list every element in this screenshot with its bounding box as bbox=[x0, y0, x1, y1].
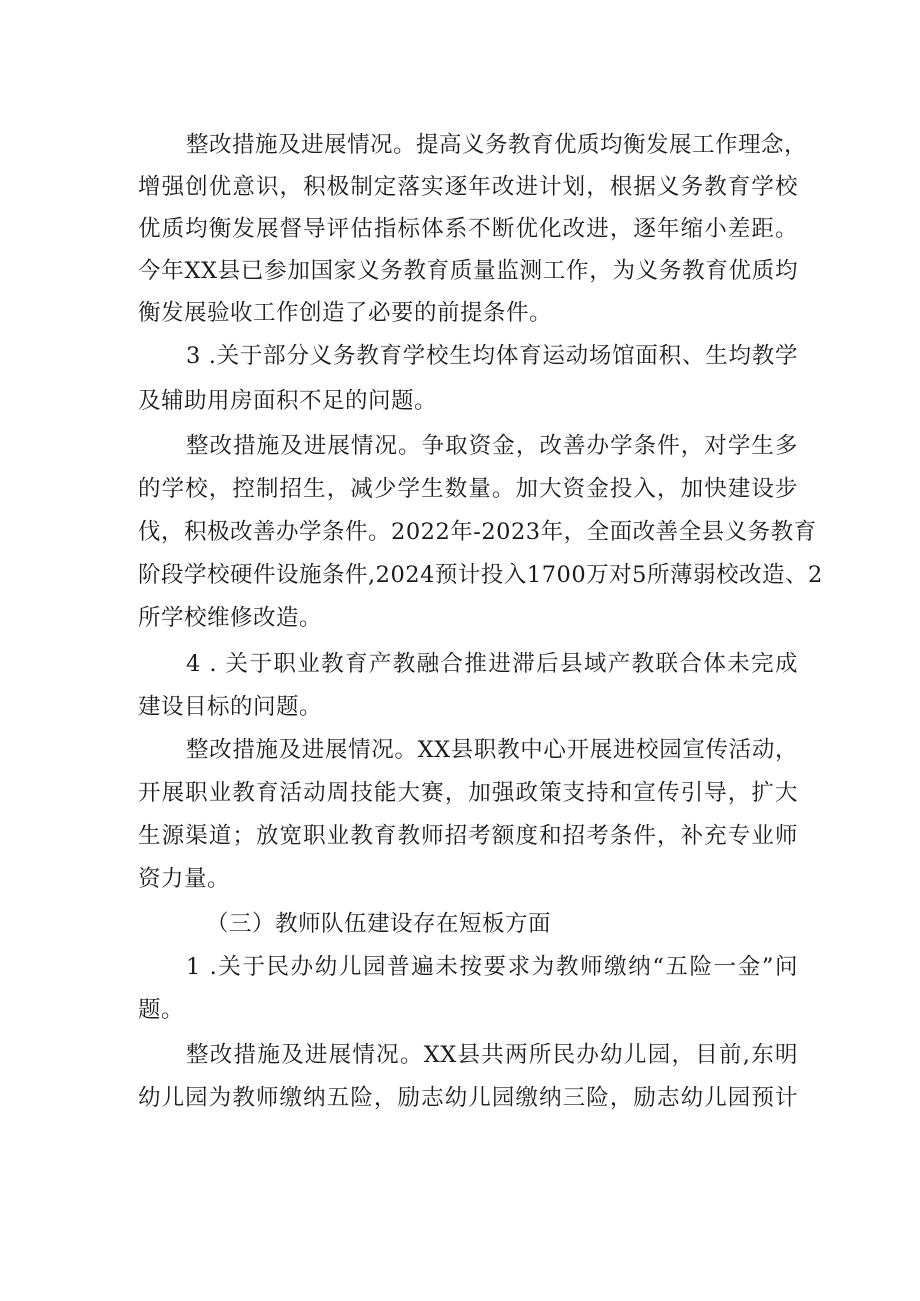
paragraph-line: 整改措施及进展情况。XX县职教中心开展进校园宣传活动， bbox=[186, 737, 798, 763]
item-heading-line: 题。 bbox=[138, 997, 185, 1023]
item-heading-line: 建设目标的问题。 bbox=[138, 694, 323, 720]
paragraph-line: 整改措施及进展情况。争取资金，改善办学条件，对学生多 bbox=[186, 433, 798, 459]
paragraph-line: 整改措施及进展情况。XX县共两所民办幼儿园，目前,东明 bbox=[186, 1042, 798, 1068]
paragraph-line: 所学校维修改造。 bbox=[138, 605, 323, 631]
item-heading-line: 1 .关于民办幼儿园普遍未按要求为教师缴纳“五险一金”问 bbox=[186, 954, 798, 980]
paragraph-line: 生源渠道；放宽职业教育教师招考额度和招考条件，补充专业师 bbox=[138, 823, 798, 849]
paragraph-line: 开展职业教育活动周技能大赛，加强政策支持和宣传引导，扩大 bbox=[138, 780, 798, 806]
item-heading-line: 3 .关于部分义务教育学校生均体育运动场馆面积、生均教学 bbox=[186, 343, 798, 369]
paragraph-line: 的学校，控制招生，减少学生数量。加大资金投入，加快建设步 bbox=[138, 476, 798, 502]
paragraph-line: 今年XX县已参加国家义务教育质量监测工作，为义务教育优质均 bbox=[138, 258, 798, 284]
paragraph-line: 资力量。 bbox=[138, 866, 231, 892]
paragraph-line: 优质均衡发展督导评估指标体系不断优化改进，逐年缩小差距。 bbox=[138, 216, 798, 242]
item-heading-line: 4 . 关于职业教育产教融合推进滞后县域产教联合体未完成 bbox=[186, 651, 798, 677]
item-heading-line: 及辅助用房面积不足的问题。 bbox=[138, 388, 438, 414]
paragraph-line: 阶段学校硬件设施条件,2024预计投入1700万对5所薄弱校改造、2 bbox=[138, 562, 823, 588]
paragraph-line: 整改措施及进展情况。提高义务教育优质均衡发展工作理念， bbox=[186, 132, 808, 158]
paragraph-line: 增强创优意识，积极制定落实逐年改进计划，根据义务教育学校 bbox=[138, 174, 798, 200]
paragraph-line: 伐，积极改善办学条件。2022年-2023年，全面改善全县义务教育 bbox=[138, 519, 817, 545]
paragraph-line: 衡发展验收工作创造了必要的前提条件。 bbox=[138, 300, 553, 326]
paragraph-line: 幼儿园为教师缴纳五险，励志幼儿园缴纳三险，励志幼儿园预计 bbox=[138, 1085, 798, 1111]
section-heading: （三）教师队伍建设存在短板方面 bbox=[206, 911, 552, 937]
